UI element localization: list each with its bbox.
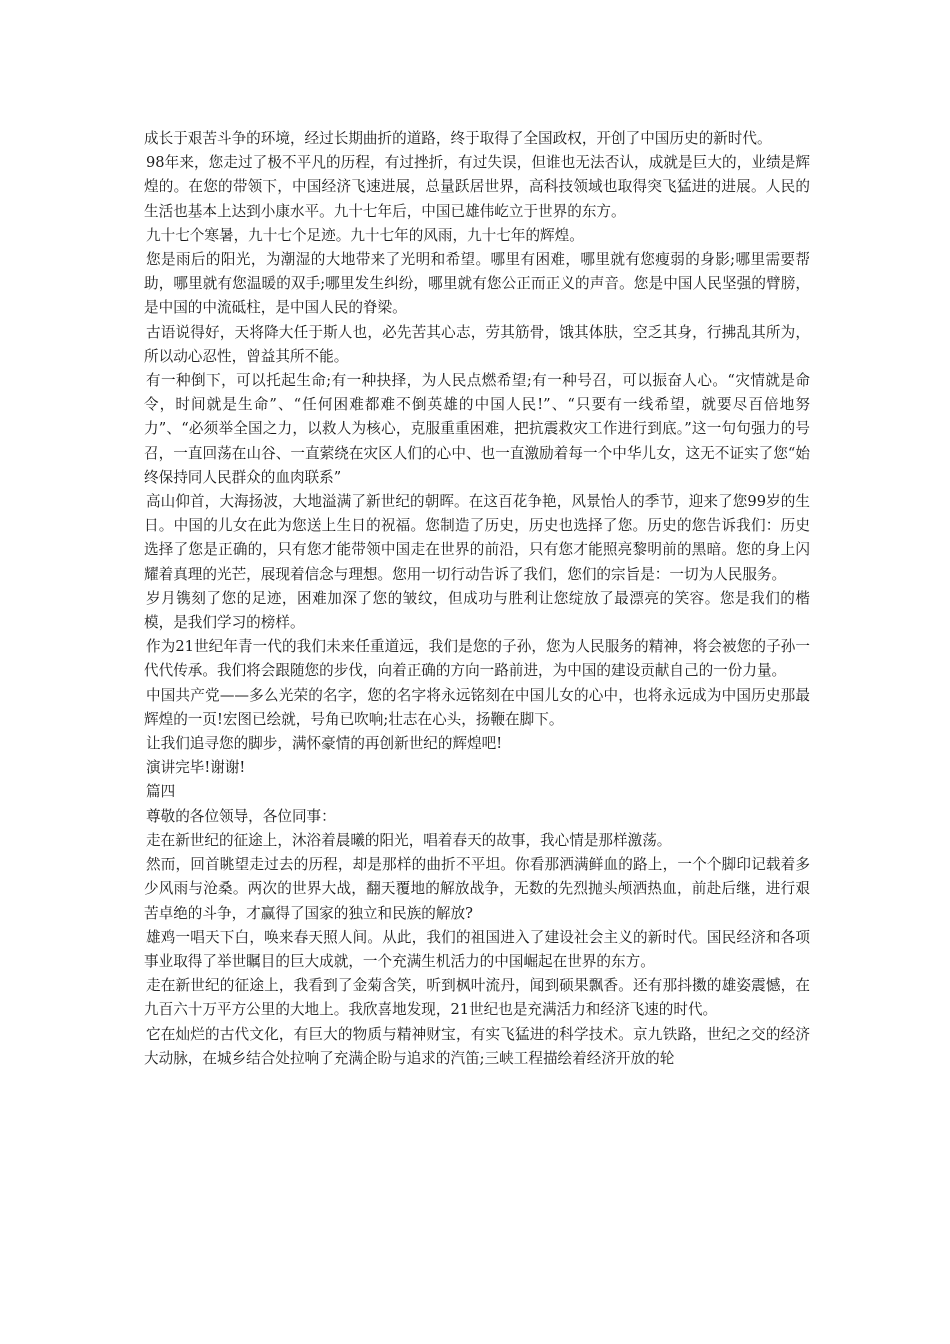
paragraph: 它在灿烂的古代文化，有巨大的物质与精神财宝，有实飞猛进的科学技术。京九铁路，世纪之交的经济大动脉，在城乡结合处拉响了充满企盼与追求的汽笛;三峡工程描绘着经济开放的轮: [144, 1025, 810, 1067]
paragraph: 作为21世纪年青一代的我们未来任重道远，我们是您的子孙，您为人民服务的精神，将会被您的子孙一代代传承。我们将会跟随您的步伐，向着正确的方向一路前进，为中国的建设贡献自己的一份力量。: [144, 638, 810, 680]
paragraph: 古语说得好，天将降大任于斯人也，必先苦其心志，劳其筋骨，饿其体肤，空乏其身，行拂乱其所为，所以动心忍性，曾益其所不能。: [144, 323, 810, 365]
paragraph: 让我们追寻您的脚步，满怀豪情的再创新世纪的辉煌吧!: [146, 735, 503, 753]
paragraph: 九十七个寒暑，九十七个足迹。九十七年的风雨，九十七年的辉煌。: [146, 226, 584, 244]
document-body: [144, 127, 810, 1071]
salutation: 尊敬的各位领导，各位同事：: [146, 807, 336, 825]
paragraph: 走在新世纪的征途上，沐浴着晨曦的阳光，唱着春天的故事，我心情是那样激荡。: [146, 831, 672, 849]
paragraph: 然而，回首眺望走过去的历程，却是那样的曲折不平坦。你看那洒满鲜血的路上，一个个脚印记载着多少风雨与沧桑。两次的世界大战，翻天覆地的解放战争，无数的先烈抛头颅洒热血，前赴后继，进行艰苦卓绝的斗争，才赢得了国家的独立和民族的解放?: [144, 856, 810, 922]
paragraph: 演讲完毕!谢谢!: [146, 759, 246, 777]
paragraph: 中国共产党——多么光荣的名字，您的名字将永远铭刻在中国儿女的心中，也将永远成为中国历史那最辉煌的一页!宏图已绘就，号角已吹响;壮志在心头，扬鞭在脚下。: [144, 686, 810, 728]
paragraph: 岁月镌刻了您的足迹，困难加深了您的皱纹，但成功与胜利让您绽放了最漂亮的笑容。您是我们的楷模，是我们学习的榜样。: [144, 589, 810, 632]
section-heading: 篇四: [146, 783, 176, 801]
paragraph: 走在新世纪的征途上，我看到了金菊含笑，听到枫叶流丹，闻到硕果飘香。还有那抖擞的雄姿震憾，在九百六十万平方公里的大地上。我欣喜地发现，21世纪也是充满活力和经济飞速的时代。: [144, 977, 810, 1019]
paragraph: 您是雨后的阳光，为潮湿的大地带来了光明和希望。哪里有困难，哪里就有您瘦弱的身影;哪里需要帮助，哪里就有您温暖的双手;哪里发生纠纷，哪里就有您公正而正义的声音。您是中国人民坚强的臂膀，是中国的中流砥柱，是中国人民的脊梁。: [144, 251, 810, 317]
paragraph: 雄鸡一唱天下白，唤来春天照人间。从此，我们的祖国进入了建设社会主义的新时代。国民经济和各项事业取得了举世瞩目的巨大成就，一个充满生机活力的中国崛起在世界的东方。: [144, 928, 810, 970]
paragraph: 成长于艰苦斗争的环境，经过长期曲折的道路，终于取得了全国政权，开创了中国历史的新时代。: [144, 130, 772, 147]
paragraph: 有一种倒下，可以托起生命;有一种抉择，为人民点燃希望;有一种号召，可以振奋人心。“灾情就是命令，时间就是生命”、“任何困难都难不倒英雄的中国人民!”、“只要有一线希望，就要尽百倍地努力”、“必须举全国之力，以救人为核心，克服重重困难，把抗震救灾工作进行到底。”这一句句强力的号召，一直回荡在山谷、一直萦绕在灾区人们的心中、也一直激励着每一个中华儿女，这无不证实了您“始终保持同人民群众的血肉联系”: [144, 372, 810, 486]
paragraph: 高山仰首，大海扬波，大地溢满了新世纪的朝晖。在这百花争艳，风景怡人的季节，迎来了您99岁的生日。中国的儿女在此为您送上生日的祝福。您制造了历史，历史也选择了您。历史的您告诉我们：历史选择了您是正确的，只有您才能带领中国走在世界的前沿，只有您才能照亮黎明前的黑暗。您的身上闪耀着真理的光芒，展现着信念与理想。您用一切行动告诉了我们，您们的宗旨是：一切为人民服务。: [144, 493, 810, 583]
paragraph: 98年来，您走过了极不平凡的历程，有过挫折，有过失误，但谁也无法否认，成就是巨大的，业绩是辉煌的。在您的带领下，中国经济飞速进展，总量跃居世界，高科技领域也取得突飞猛进的进展。人民的生活也基本上达到小康水平。九十七年后，中国已雄伟屹立于世界的东方。: [144, 154, 810, 220]
